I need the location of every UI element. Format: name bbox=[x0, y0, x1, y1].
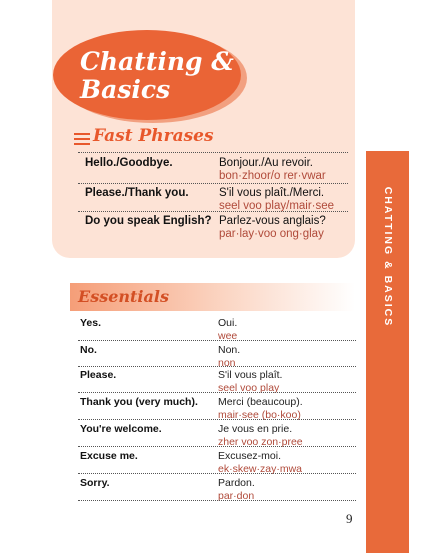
essential-french: Je vous en prie. bbox=[218, 423, 293, 435]
divider bbox=[78, 446, 356, 447]
phrase-pronunciation: seel voo play/mair·see bbox=[219, 200, 335, 212]
essential-pronunciation: seel voo play bbox=[218, 381, 280, 394]
section-title-line2: Basics bbox=[80, 75, 171, 104]
essential-english: Yes. bbox=[80, 317, 102, 329]
essential-french: Merci (beaucoup). bbox=[218, 396, 303, 408]
divider bbox=[78, 211, 348, 212]
essential-english: Please. bbox=[80, 369, 117, 381]
section-title-line1: Chatting & bbox=[80, 47, 234, 76]
essential-english: Thank you (very much). bbox=[80, 396, 198, 408]
section-title bbox=[80, 48, 234, 104]
divider bbox=[78, 392, 356, 393]
phrase-pronunciation: bon·zhoor/o rer·vwar bbox=[219, 170, 326, 182]
divider bbox=[78, 419, 356, 420]
phrase-pronunciation: par·lay·voo ong·glay bbox=[219, 228, 324, 240]
essential-english: No. bbox=[80, 344, 97, 356]
essential-english: Sorry. bbox=[80, 477, 110, 489]
page-number: 9 bbox=[346, 511, 353, 526]
divider bbox=[78, 500, 356, 501]
fast-phrases-heading: Fast Phrases bbox=[93, 126, 214, 146]
phrase-french: S'il vous plaît./Merci. bbox=[219, 187, 325, 199]
divider bbox=[78, 152, 348, 153]
essential-french: Pardon. bbox=[218, 477, 255, 489]
essential-pronunciation: mair·see (bo·koo) bbox=[218, 408, 301, 421]
side-tab-label: CHATTING & BASICS bbox=[381, 186, 394, 328]
essential-pronunciation: ek·skew·zay·mwa bbox=[218, 462, 303, 475]
phrase-english: Hello./Goodbye. bbox=[85, 157, 173, 169]
speed-lines-icon bbox=[74, 133, 90, 148]
essential-english: Excuse me. bbox=[80, 450, 138, 462]
essential-french: S'il vous plaît. bbox=[218, 369, 283, 381]
phrase-french: Parlez-vous anglais? bbox=[219, 215, 326, 227]
divider bbox=[78, 183, 348, 184]
essential-pronunciation: wee bbox=[218, 329, 238, 342]
phrase-french: Bonjour./Au revoir. bbox=[219, 157, 313, 169]
divider bbox=[78, 366, 356, 367]
phrase-english: Do you speak English? bbox=[85, 215, 212, 227]
essential-pronunciation: par·don bbox=[218, 489, 255, 502]
essential-french: Excusez-moi. bbox=[218, 450, 282, 462]
divider bbox=[78, 473, 356, 474]
essentials-heading: Essentials bbox=[78, 287, 169, 306]
essential-pronunciation: zher voo zon·pree bbox=[218, 435, 303, 448]
essential-english: You're welcome. bbox=[80, 423, 162, 435]
essential-french: Oui. bbox=[218, 317, 238, 329]
essential-pronunciation: non bbox=[218, 356, 236, 369]
essential-french: Non. bbox=[218, 344, 241, 356]
divider bbox=[78, 340, 356, 341]
phrase-english: Please./Thank you. bbox=[85, 187, 189, 199]
